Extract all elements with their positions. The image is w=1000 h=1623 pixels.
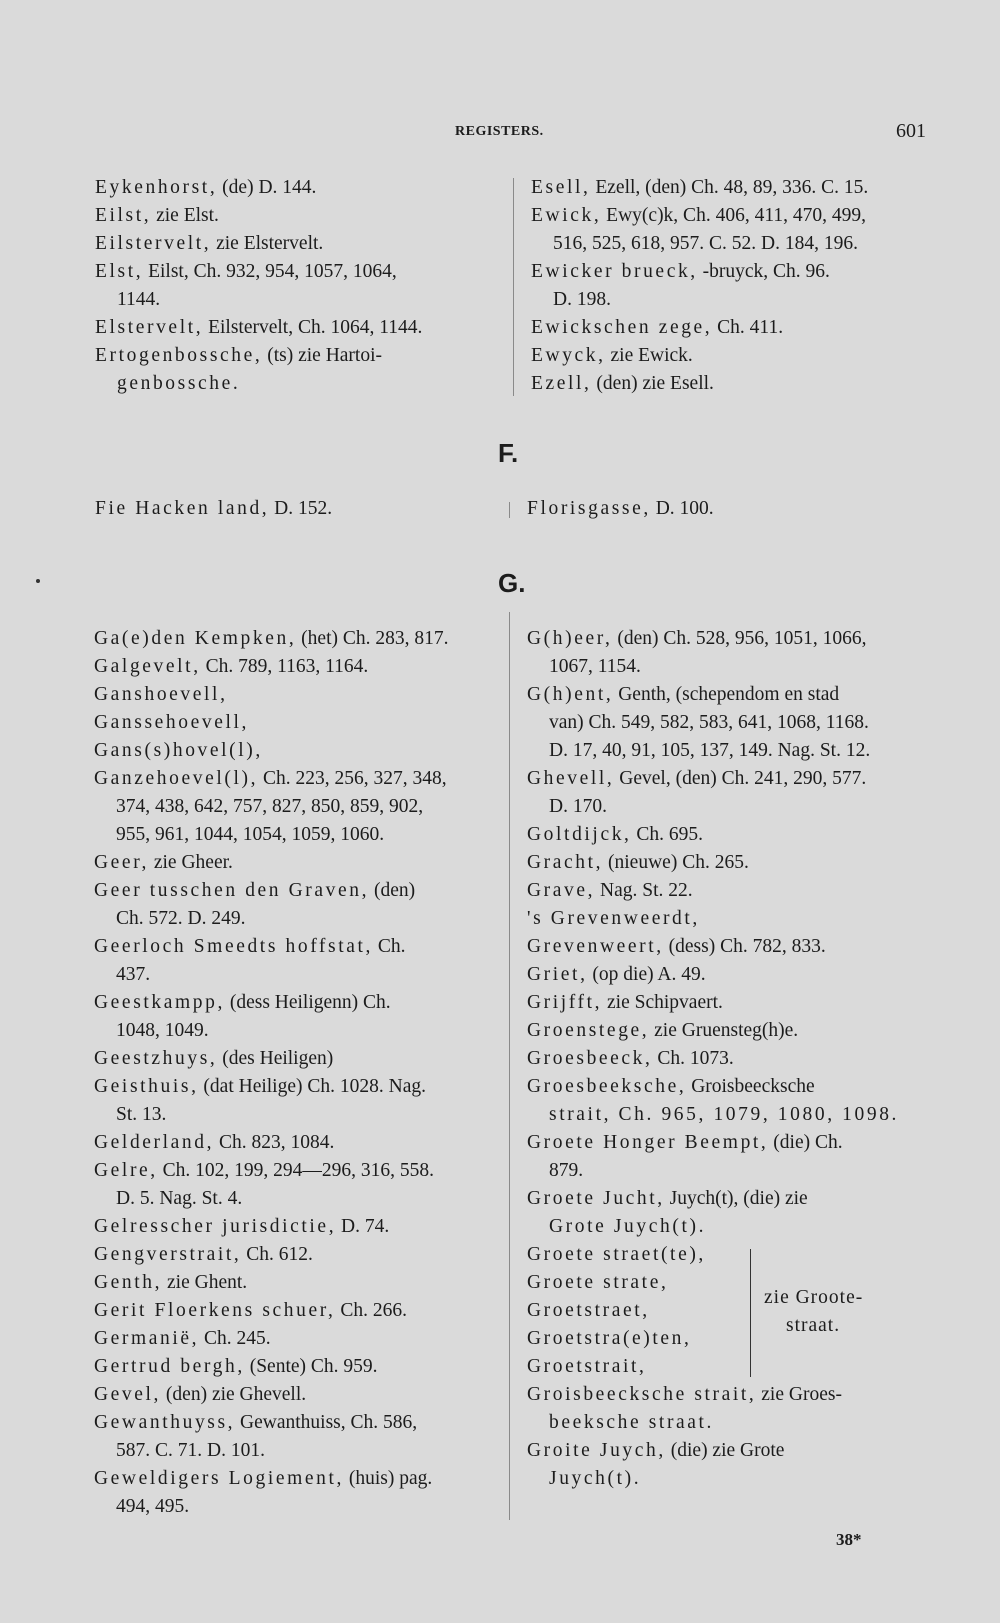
entry-first-line (527, 765, 957, 793)
entry-references: (den) zie Ghevell. (161, 1384, 307, 1405)
entry-references: (die) Ch. (768, 1132, 843, 1153)
index-entry (527, 765, 957, 821)
entry-first-line (94, 681, 504, 709)
entry-first-line (527, 1241, 957, 1269)
index-entry (531, 370, 951, 398)
entry-headword: Groete strate, (527, 1272, 669, 1293)
entry-continuation-line: 955, 961, 1044, 1054, 1059, 1060. (116, 824, 385, 845)
entry-references: Eilst, Ch. 932, 954, 1057, 1064, (143, 261, 397, 282)
entry-continuation-line: 587. C. 71. D. 101. (116, 1440, 265, 1461)
running-head: REGISTERS. (455, 124, 544, 139)
index-entry (95, 258, 495, 314)
entry-continuation-line: St. 13. (116, 1104, 167, 1125)
entry-headword: Geestzhuys, (94, 1048, 218, 1069)
entry-first-line (94, 709, 504, 737)
entry-references: zie Ghent. (162, 1272, 248, 1293)
entry-references: Ch. 266. (335, 1300, 408, 1321)
index-entry (94, 681, 504, 709)
entry-headword: Gengverstrait, (94, 1244, 242, 1265)
entry-references: Ch. 411. (712, 317, 784, 338)
entry-references: (dess) Ch. 782, 833. (663, 936, 826, 957)
entry-references: Gevel, (den) Ch. 241, 290, 577. (614, 768, 867, 789)
index-entry (94, 877, 504, 933)
entry-first-line (94, 1157, 504, 1185)
entry-first-line (94, 1073, 504, 1101)
entry-headword: Grave, (527, 880, 596, 901)
entry-references: (den) Ch. 528, 956, 1051, 1066, (612, 628, 867, 649)
entry-references: Ch. 789, 1163, 1164. (200, 656, 369, 677)
index-entry (95, 342, 495, 398)
entry-references: (des Heiligen) (217, 1048, 334, 1069)
entry-headword: Groesbeeksche, (527, 1076, 687, 1097)
entry-references: Ch. 102, 199, 294—296, 316, 558. (157, 1160, 435, 1181)
entry-headword: Groete Jucht, (527, 1188, 665, 1209)
entry-references: zie Elstervelt. (211, 233, 324, 254)
entry-headword: Gelre, (94, 1160, 158, 1181)
index-entry (527, 849, 957, 877)
entry-first-line (527, 961, 957, 989)
entry-first-line (95, 230, 495, 258)
entry-references: zie Gruensteg(h)e. (649, 1020, 799, 1041)
index-entry (94, 1241, 504, 1269)
entry-first-line (95, 258, 495, 286)
entry-continuation-line: 516, 525, 618, 957. C. 52. D. 184, 196. (553, 233, 858, 254)
index-entry (527, 1129, 957, 1185)
entry-headword: Ewick, (531, 205, 602, 226)
entry-headword: Gewanthuyss, (94, 1412, 236, 1433)
entry-references: Ch. 695. (631, 824, 704, 845)
entry-first-line (95, 174, 495, 202)
entry-references: D. 152. (269, 498, 333, 519)
index-entry (95, 314, 495, 342)
entry-first-line (94, 1269, 504, 1297)
index-entry (527, 1185, 957, 1241)
entry-first-line (95, 314, 495, 342)
entry-references: (Sente) Ch. 959. (244, 1356, 378, 1377)
entry-references: Juych(t), (die) zie (664, 1188, 808, 1209)
column-rule-g (509, 612, 510, 1520)
index-entry (527, 1241, 957, 1269)
entry-references: (het) Ch. 283, 817. (296, 628, 449, 649)
entry-headword: Ertogenbossche, (95, 345, 263, 366)
index-entry (527, 1045, 957, 1073)
index-entry (527, 1017, 957, 1045)
index-entry (95, 230, 495, 258)
index-entry (527, 1073, 957, 1129)
entry-first-line (527, 1297, 957, 1325)
entry-references: Ch. (372, 936, 406, 957)
index-entry (527, 821, 957, 849)
index-entry (527, 1381, 957, 1437)
entry-first-line (94, 1297, 504, 1325)
index-entry (531, 174, 951, 202)
page-number: 601 (896, 120, 926, 142)
page-speck (36, 579, 40, 583)
entry-headword: Groisbeecksche strait, (527, 1384, 757, 1405)
entry-first-line (527, 1073, 957, 1101)
entry-headword: Ga(e)den Kempken, (94, 628, 297, 649)
entry-references: Ewy(c)k, Ch. 406, 411, 470, 499, (601, 205, 866, 226)
entry-headword: Groenstege, (527, 1020, 650, 1041)
entry-first-line (94, 1465, 504, 1493)
index-entry (527, 1297, 957, 1325)
column-rule-f (509, 502, 510, 518)
entry-headword: G(h)ent, (527, 684, 614, 705)
entry-references: Ch. 823, 1084. (214, 1132, 335, 1153)
index-entry (95, 202, 495, 230)
entry-references: zie Ewick. (605, 345, 693, 366)
entry-headword: Gelderland, (94, 1132, 215, 1153)
entry-headword: Ganshoevell, (94, 684, 228, 705)
entry-headword: Geisthuis, (94, 1076, 199, 1097)
entry-references: (dess Heiligenn) Ch. (224, 992, 391, 1013)
entry-references: Ch. 1073. (652, 1048, 734, 1069)
entry-references: Eilstervelt, Ch. 1064, 1144. (203, 317, 423, 338)
entry-first-line (94, 933, 504, 961)
entry-first-line (95, 202, 495, 230)
entry-headword: Eilstervelt, (95, 233, 212, 254)
entry-first-line (94, 1213, 504, 1241)
entry-headword: Elstervelt, (95, 317, 204, 338)
entry-headword: Grevenweert, (527, 936, 664, 957)
entry-headword: Groetstra(e)ten, (527, 1328, 692, 1349)
entry-first-line (527, 625, 957, 653)
index-column-g-right (527, 625, 957, 1493)
entry-first-line (527, 1129, 957, 1157)
entry-continuation-line: beeksche straat. (549, 1412, 715, 1433)
entry-references: D. 74. (336, 1216, 390, 1237)
entry-first-line (531, 314, 951, 342)
entry-headword: Geerloch Smeedts hoffstat, (94, 936, 373, 957)
entry-references: Nag. St. 22. (595, 880, 693, 901)
index-entry (94, 1409, 504, 1465)
section-letter-g: G. (498, 568, 526, 598)
entry-first-line (94, 1409, 504, 1437)
entry-first-line (531, 258, 951, 286)
entry-continuation-line: D. 170. (549, 796, 607, 817)
index-entry (531, 202, 951, 258)
entry-first-line (94, 1045, 504, 1073)
index-entry (527, 625, 957, 681)
entry-first-line (527, 1437, 957, 1465)
column-rule-e (513, 178, 514, 396)
index-entry (94, 1157, 504, 1213)
entry-first-line (531, 202, 951, 230)
entry-headword: Fie Hacken land, (95, 498, 270, 519)
entry-continuation-line: 374, 438, 642, 757, 827, 850, 859, 902, (116, 796, 424, 817)
entry-first-line (527, 849, 957, 877)
entry-headword: Germanië, (94, 1328, 200, 1349)
entry-headword: Groete Honger Beempt, (527, 1132, 769, 1153)
index-entry (527, 877, 957, 905)
entry-headword: Esell, (531, 177, 591, 198)
index-entry (531, 314, 951, 342)
entry-references: (huis) pag. (343, 1468, 433, 1489)
index-entry (95, 174, 495, 202)
entry-references: Ezell, (den) Ch. 48, 89, 336. C. 15. (590, 177, 869, 198)
index-entry (527, 961, 957, 989)
entry-continuation-line: genbossche. (117, 373, 241, 394)
entry-headword: Grijfft, (527, 992, 603, 1013)
entry-first-line (527, 495, 947, 523)
entry-continuation-line: Ch. 572. D. 249. (116, 908, 246, 929)
entry-continuation-line: Juych(t). (549, 1468, 642, 1489)
entry-first-line (94, 877, 504, 905)
index-column-e-right (531, 174, 951, 398)
entry-references: D. 100. (650, 498, 714, 519)
index-entry (94, 625, 504, 653)
section-letter-f: F. (498, 438, 519, 468)
index-entry (527, 1353, 957, 1381)
entry-headword: Elst, (95, 261, 144, 282)
index-entry (94, 1129, 504, 1157)
entry-first-line (531, 370, 951, 398)
entry-headword: Ezell, (531, 373, 592, 394)
entry-references: Ch. 223, 256, 327, 348, (258, 768, 447, 789)
entry-headword: Eykenhorst, (95, 177, 218, 198)
entry-first-line (95, 342, 495, 370)
entry-references: Groisbeecksche (686, 1076, 815, 1097)
entry-headword: Florisgasse, (527, 498, 651, 519)
entry-first-line (94, 989, 504, 1017)
entry-headword: Galgevelt, (94, 656, 201, 677)
entry-first-line (527, 933, 957, 961)
index-column-f-right (527, 495, 947, 523)
signature-mark: 38* (836, 1530, 862, 1549)
entry-first-line (94, 653, 504, 681)
entry-continuation-line: D. 198. (553, 289, 611, 310)
entry-headword: Ghevell, (527, 768, 615, 789)
entry-references: zie Elst. (151, 205, 219, 226)
entry-continuation-line: D. 5. Nag. St. 4. (116, 1188, 243, 1209)
index-entry (94, 737, 504, 765)
entry-headword: Gevel, (94, 1384, 162, 1405)
entry-headword: Genth, (94, 1272, 163, 1293)
entry-references: zie Groes- (756, 1384, 842, 1405)
index-entry (531, 258, 951, 314)
entry-headword: Ganzehoevel(l), (94, 768, 259, 789)
entry-first-line (94, 1381, 504, 1409)
index-entry (527, 1437, 957, 1493)
entry-first-line (527, 1353, 957, 1381)
entry-headword: Groetstraet, (527, 1300, 650, 1321)
entry-headword: Groetstrait, (527, 1356, 647, 1377)
index-entry (94, 653, 504, 681)
entry-headword: Groete straet(te), (527, 1244, 706, 1265)
entry-first-line (527, 1381, 957, 1409)
index-entry (94, 709, 504, 737)
index-entry (527, 495, 947, 523)
entry-headword: Geer tusschen den Graven, (94, 880, 370, 901)
entry-headword: Goltdijck, (527, 824, 632, 845)
index-entry (94, 765, 504, 849)
entry-first-line (94, 765, 504, 793)
entry-continuation-line: 437. (116, 964, 151, 985)
entry-references: -bruyck, Ch. 96. (697, 261, 830, 282)
entry-headword: Groesbeeck, (527, 1048, 653, 1069)
brace-label-line2: straat. (786, 1315, 841, 1336)
entry-continuation-line: 1144. (117, 289, 161, 310)
entry-headword: Gelresscher jurisdictie, (94, 1216, 337, 1237)
index-entry (94, 1325, 504, 1353)
entry-headword: Geer, (94, 852, 149, 873)
entry-headword: Gans(s)hovel(l), (94, 740, 263, 761)
entry-headword: Eilst, (95, 205, 152, 226)
entry-headword: Ewyck, (531, 345, 606, 366)
entry-headword: Groite Juych, (527, 1440, 666, 1461)
entry-headword: Geweldigers Logiement, (94, 1468, 344, 1489)
entry-first-line (527, 877, 957, 905)
entry-first-line (527, 681, 957, 709)
entry-headword: Ganssehoevell, (94, 712, 249, 733)
entry-references: (den) (369, 880, 416, 901)
entry-headword: Ewicker brueck, (531, 261, 698, 282)
entry-first-line (527, 905, 957, 933)
entry-first-line (531, 174, 951, 202)
entry-headword: Gerit Floerkens schuer, (94, 1300, 336, 1321)
entry-first-line (94, 1129, 504, 1157)
index-entry (95, 495, 495, 523)
entry-first-line (94, 1241, 504, 1269)
entry-headword: 's Grevenweerdt, (527, 908, 700, 929)
entry-first-line (527, 989, 957, 1017)
entry-first-line (527, 1045, 957, 1073)
brace-groote-straat (750, 1249, 753, 1377)
index-entry (531, 342, 951, 370)
entry-first-line (527, 1185, 957, 1213)
index-entry (94, 1465, 504, 1521)
entry-first-line (527, 1017, 957, 1045)
index-entry (94, 849, 504, 877)
entry-headword: G(h)eer, (527, 628, 613, 649)
entry-references: Genth, (schependom en stad (613, 684, 840, 705)
entry-references: (dat Heilige) Ch. 1028. Nag. (198, 1076, 426, 1097)
entry-references: (ts) zie Hartoi- (262, 345, 383, 366)
brace-label-line1: zie Groote- (764, 1287, 864, 1308)
entry-continuation-line: 1048, 1049. (116, 1020, 209, 1041)
index-column-e-left (95, 174, 495, 398)
entry-continuation-line: van) Ch. 549, 582, 583, 641, 1068, 1168. (549, 712, 869, 733)
entry-headword: Griet, (527, 964, 588, 985)
entry-first-line (95, 495, 495, 523)
entry-references: Ch. 612. (241, 1244, 313, 1265)
entry-first-line (94, 737, 504, 765)
index-entry (94, 989, 504, 1045)
entry-first-line (531, 342, 951, 370)
entry-references: (den) zie Esell. (591, 373, 714, 394)
entry-headword: Gracht, (527, 852, 604, 873)
index-entry (94, 1297, 504, 1325)
entry-first-line (527, 821, 957, 849)
index-entry (94, 1381, 504, 1409)
entry-first-line (94, 625, 504, 653)
entry-continuation-line: 1067, 1154. (549, 656, 641, 677)
entry-continuation-line: Grote Juych(t). (549, 1216, 707, 1237)
entry-references: (op die) A. 49. (587, 964, 706, 985)
index-entry (527, 933, 957, 961)
brace-label (764, 1284, 863, 1340)
entry-first-line (527, 1269, 957, 1297)
entry-continuation-line: 494, 495. (116, 1496, 190, 1517)
index-entry (94, 1353, 504, 1381)
entry-headword: Ewickschen zege, (531, 317, 713, 338)
entry-references: (de) D. 144. (217, 177, 317, 198)
entry-first-line (94, 1353, 504, 1381)
index-entry (527, 1325, 957, 1353)
index-column-g-left (94, 625, 504, 1521)
index-entry (94, 1213, 504, 1241)
entry-continuation-line: 879. (549, 1160, 584, 1181)
entry-references: Gewanthuiss, Ch. 586, (235, 1412, 418, 1433)
index-entry (527, 905, 957, 933)
index-entry (94, 1045, 504, 1073)
index-entry (94, 1073, 504, 1129)
entry-first-line (94, 849, 504, 877)
entry-references: Ch. 245. (199, 1328, 271, 1349)
index-entry (527, 989, 957, 1017)
entry-continuation-line: D. 17, 40, 91, 105, 137, 149. Nag. St. 12. (549, 740, 871, 761)
entry-references: (die) zie Grote (665, 1440, 785, 1461)
entry-references: zie Schipvaert. (602, 992, 723, 1013)
index-column-f-left (95, 495, 495, 523)
entry-headword: Gertrud bergh, (94, 1356, 245, 1377)
entry-first-line (527, 1325, 957, 1353)
index-entry (527, 1269, 957, 1297)
index-entry (94, 1269, 504, 1297)
entry-first-line (94, 1325, 504, 1353)
entry-references: (nieuwe) Ch. 265. (603, 852, 749, 873)
index-entry (527, 681, 957, 765)
index-entry (94, 933, 504, 989)
entry-references: zie Gheer. (148, 852, 233, 873)
entry-continuation-line: strait, Ch. 965, 1079, 1080, 1098. (549, 1104, 900, 1125)
entry-headword: Geestkampp, (94, 992, 225, 1013)
